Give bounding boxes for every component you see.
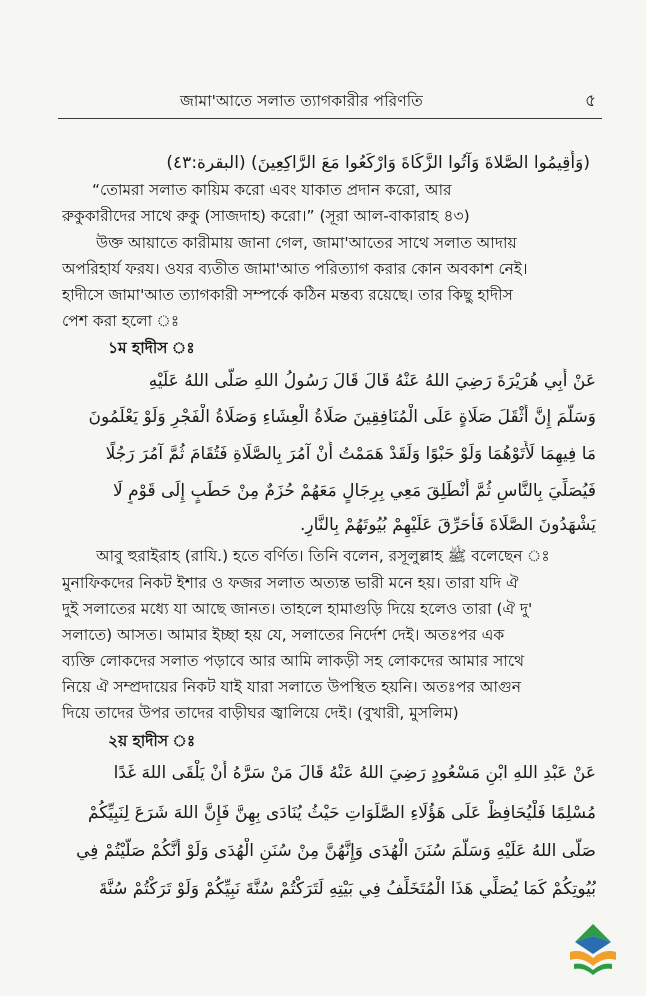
hadith-1-translation-line: ব্যক্তি লোকদের সলাত পড়াবে আর আমি লাকড়ী সহ লোকদের আমার সাথে [62, 652, 525, 670]
hadith-1-translation-line: দুই সলাতের মধ্যে যা আছে জানত। তাহলে হামাগুড়ি দিয়ে হলেও তারা (ঐ দু' [62, 600, 533, 618]
hadith-1-arabic-line: وَسَلَّمَ إِنَّ أَثْقَلَ صَلَاةٍ عَلَى الْمُنَافِقِينَ صَلَاةُ الْعِشَاءِ وَصَلَاةُ الْفَجْرِ وَلَوْ يَعْلَمُونَ [88, 407, 596, 427]
hadith-1-arabic-line: يَشْهَدُونَ الصَّلَاةَ فَأُحَرِّقَ عَلَيْهِمْ بُيُوتَهُمْ بِالنَّارِ. [299, 515, 596, 535]
hadith-1-translation-line: আবু হুরাইরাহ (রাযি.) হতে বর্ণিত। তিনি বলেন, রসূলুল্লাহ ﷺ বলেছেন ঃ [96, 547, 550, 565]
intro-line: পেশ করা হলো ঃ [62, 312, 180, 330]
intro-line: হাদীসে জামা'আত ত্যাগকারী সম্পর্কে কঠিন মন্তব্য রয়েছে। তার কিছু হাদীস [62, 286, 513, 304]
hadith-2-arabic-line: عَنْ عَبْدِ اللهِ ابْنِ مَسْعُودٍ رَضِيَ اللهُ عَنْهُ قَالَ مَنْ سَرَّهُ أَنْ يَلْقَى اللهَ غَدًا [113, 763, 596, 783]
hadith-2-heading: ২য় হাদীস ঃ [108, 732, 196, 750]
quran-verse-arabic: (وَأَقِيمُوا الصَّلاةَ وَآتُوا الزَّكَاةَ وَارْكَعُوا مَعَ الرَّاكِعِينَ) (البقرة:٤٣) [166, 153, 590, 173]
hadith-1-translation-line: দিয়ে তাদের উপর তাদের বাড়ীঘর জ্বালিয়ে দেই। (বুখারী, মুসলিম) [62, 704, 459, 722]
page-header-title: জামা'আতে সলাত ত্যাগকারীর পরিণতি [180, 92, 423, 110]
quran-translation-line: রুকুকারীদের সাথে রুকু (সাজদাহ) করো।” (সূরা আল-বাকারাহ ৪৩) [62, 207, 470, 225]
hadith-1-arabic-line: فَيُصَلِّيَ بِالنَّاسِ ثُمَّ أَنْطَلِقَ مَعِي بِرِجَالٍ مَعَهُمْ حُزَمٌ مِنْ حَطَبٍ إِلَى قَوْمٍ لَا [113, 481, 596, 501]
quran-translation-line: “তোমরা সলাত কায়িম করো এবং যাকাত প্রদান করো, আর [92, 181, 452, 199]
intro-line: অপরিহার্য ফরয। ওযর ব্যতীত জামা'আত পরিত্যাগ করার কোন অবকাশ নেই। [62, 260, 528, 278]
hadith-1-heading: ১ম হাদীস ঃ [108, 339, 195, 357]
hadith-1-translation-line: নিয়ে ঐ সম্প্রদায়ের নিকট যাই যারা সলাতে উপস্থিত হয়নি। অতঃপর আগুন [62, 678, 522, 696]
running-header [60, 88, 600, 116]
hadith-1-translation-line: মুনাফিকদের নিকট ইশার ও ফজর সলাত অত্যন্ত ভারী মনে হয়। তারা যদি ঐ [62, 574, 519, 592]
hadith-2-arabic-line: صَلَّى اللهُ عَلَيْهِ وَسَلَّمَ سُنَنَ الْهُدَى وَإِنَّهُنَّ مِنْ سُنَنِ الْهُدَى وَلَوْ أَنَّكُمْ صَلَّيْتُمْ فِي [76, 841, 596, 861]
hadith-2-arabic-line: بُيُوتِكُمْ كَمَا يُصَلِّي هَذَا الْمُتَخَلِّفُ فِي بَيْتِهِ لَتَرَكْتُمْ سُنَّةَ نَبِيِّكُمْ وَلَوْ تَرَكْتُمْ سُنَّةَ [98, 879, 596, 899]
header-divider [58, 118, 602, 119]
hadith-2-arabic-line: مُسْلِمًا فَلْيُحَافِظْ عَلَى هَؤُلَاءِ الصَّلَوَاتِ حَيْثُ يُنَادَى بِهِنَّ فَإِنَّ اللهَ شَرَعَ لِنَبِيِّكُمْ [87, 803, 596, 823]
intro-line: উক্ত আয়াতে কারীমায় জানা গেল, জামা'আতের সাথে সলাত আদায় [96, 234, 517, 252]
page-number: ৫ [584, 91, 596, 111]
hadith-1-arabic-line: عَنْ أَبِي هُرَيْرَةَ رَضِيَ اللهُ عَنْهُ قَالَ قَالَ رَسُولُ اللهِ صَلَّى اللهُ عَلَيْهِ [148, 371, 596, 391]
hadith-1-translation-line: সলাতে) আসত। আমার ইচ্ছা হয় যে, সলাতের নির্দেশ দেই। অতঃপর এক [62, 626, 505, 644]
book-publisher-logo-icon [566, 922, 620, 978]
hadith-1-arabic-line: مَا فِيهِمَا لَأَتَوْهُمَا وَلَوْ حَبْوًا وَلَقَدْ هَمَمْتُ أَنْ آمُرَ بِالصَّلَاةِ فَتُقَامَ ثُمَّ آمُرَ رَجُلًا [105, 444, 596, 464]
